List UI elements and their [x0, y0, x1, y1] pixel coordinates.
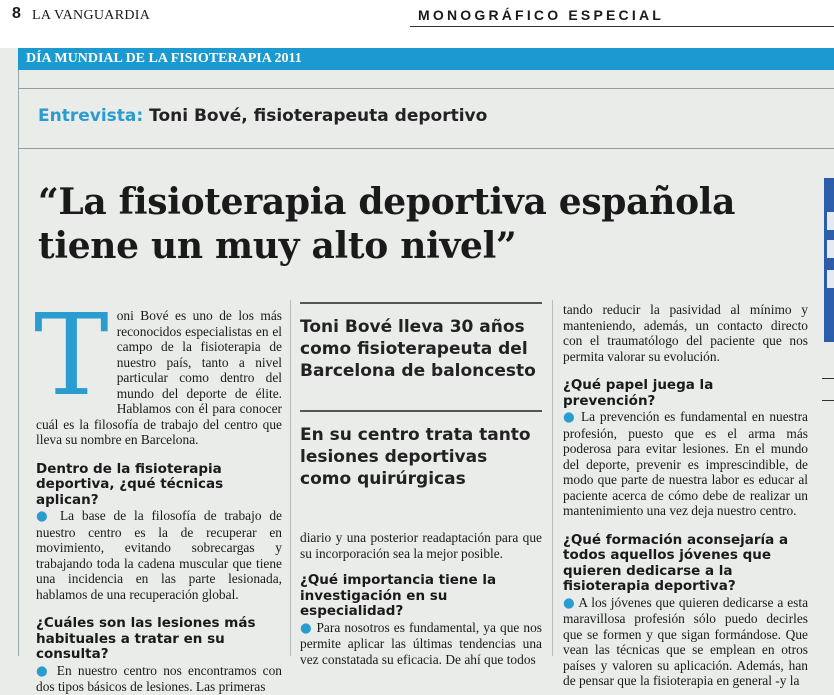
- question-2: ¿Cuáles son las lesiones más habituales a tratar en su consulta?: [36, 615, 256, 662]
- header-rule: [410, 26, 834, 27]
- headline-line-2: tiene un muy alto nivel”: [38, 225, 517, 267]
- interview-byline: [38, 106, 487, 126]
- photo-edge: [824, 178, 834, 342]
- article-column-2: [300, 530, 542, 667]
- pull-quote-1: Toni Bové lleva 30 años como fisioterapeuta del Barcelona de baloncesto: [300, 317, 536, 381]
- intro-paragraph: Toni Bové es uno de los más reconocidos especialistas en el campo de la fisioterapia de nuestro país, tanto a nivel particular como dentro del mundo del deporte de élite. Hablamos con él para conocer cuál es la filosofía de trabajo del centro que lleva su nombre en Barcelona.: [34, 291, 282, 447]
- question-4: ¿Qué papel juega la prevención?: [563, 377, 714, 409]
- section-label: MONOGRÁFICO ESPECIAL: [418, 7, 665, 23]
- interview-label: Entrevista:: [38, 106, 144, 126]
- newspaper-name: LA VANGUARDIA: [32, 8, 151, 23]
- answer-2: ● En nuestro centro nos encontramos con dos tipos básicos de lesiones. Las primeras: [36, 662, 283, 694]
- question-3: ¿Qué importancia tiene la investigación en su especialidad?: [300, 572, 497, 619]
- bullet-icon: ●: [563, 595, 576, 611]
- article-column-3: [563, 302, 808, 689]
- answer-5: ● A los jóvenes que quieren dedicarse a esta maravillosa profesión sólo puedo decirles que se formen y que sigan formándose. Que vean las técnicas que se emplean en otros países y valoren su aplicación. Además, han de pensar que la fisioterapia en general -y la: [563, 594, 809, 688]
- section-banner: [18, 48, 834, 70]
- answer-4: ● La prevención es fundamental en nuestra profesión, puesto que es el arma más poderosa para evitar lesiones. En el mundo del deporte, prevenir es imprescindible, de modo que parte de nuestra labor es educar al paciente acerca de cómo debe de realizar un mantenimiento una vez deja nuestro centro.: [563, 409, 808, 518]
- banner-title: DÍA MUNDIAL DE LA FISIOTERAPIA 2011: [26, 51, 302, 66]
- answer-1: ● La base de la filosofía de trabajo de nuestro centro es la de recuperar en movimiento, evitando sobrecargas y trabajando toda la cadena muscular que tiene una incidencia en las parte lesionada, hablamos de una recuperación global.: [36, 508, 282, 602]
- bullet-icon: ●: [563, 410, 577, 425]
- question-1: Dentro de la fisioterapia deportiva, ¿qué técnicas aplican?: [36, 460, 224, 508]
- interview-subject: Toni Bové, fisioterapeuta deportivo: [149, 106, 488, 126]
- continued-text: tando reducir la pasividad al mínimo y manteniendo, además, un contacto directo con el traumatólogo del paciente que nos permita valorar su evolución.: [563, 302, 808, 364]
- headline-line-1: “La fisioterapia deportiva española: [38, 181, 736, 223]
- bullet-icon: ●: [300, 620, 313, 636]
- article-column-1: [34, 291, 283, 695]
- bullet-icon: ●: [36, 663, 51, 679]
- continued-text: diario y una posterior readaptación para que su incorporación sea la mejor posible.: [300, 530, 542, 561]
- headline: [38, 180, 818, 268]
- page-number: 8: [12, 5, 21, 22]
- drop-cap: T: [34, 291, 109, 421]
- answer-3: ● Para nosotros es fundamental, ya que nos permite aplicar las últimas tendencias una vez constatada su eficacia. De ahí que todos: [300, 619, 542, 667]
- page-header: [0, 0, 834, 30]
- pull-quote-2: En su centro trata tanto lesiones deportivas como quirúrgicas: [300, 425, 531, 489]
- bullet-icon: ●: [36, 509, 53, 524]
- question-5: ¿Qué formación aconsejaría a todos aquellos jóvenes que quieren dedicarse a la fisioterapia deportiva?: [563, 531, 789, 594]
